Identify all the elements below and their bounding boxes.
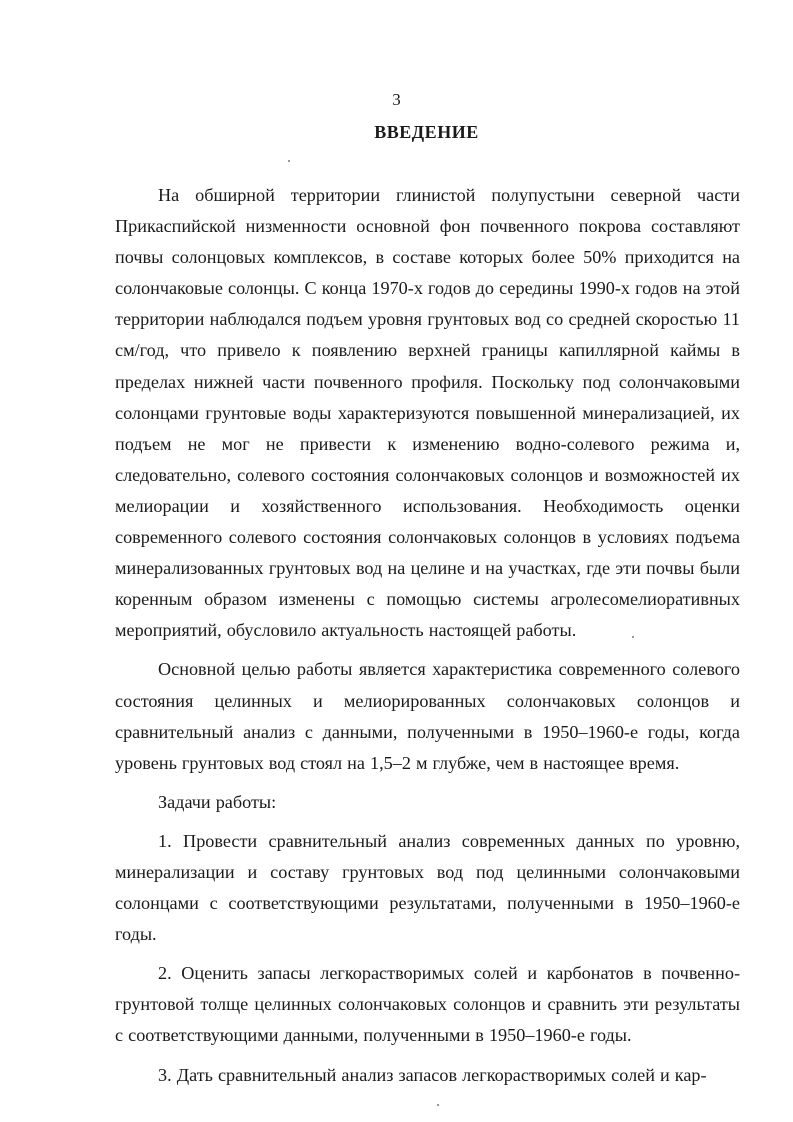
section-heading: ВВЕДЕНИЕ [374, 122, 479, 142]
paragraph-intro: На обширной территории глинистой полупустыни северной части Прикаспийской низменности основной фон почвенного покрова составляют почвы солонцовых комплексов, в составе которых более 50% приходится на солончаковые солонцы. С конца 1970-х годов до середины 1990-х годов на этой территории наблюдался подъем уровня грунтовых вод со средней скоростью 11 см/год, что привело к появлению верхней границы капиллярной каймы в пределах нижней части почвенного профиля. Поскольку под солончаковыми солонцами грунтовые воды характеризуются повышенной минерализацией, их подъем не мог не привести к изменению водно-солевого режима и, следовательно, солевого состояния солончаковых солонцов и возможностей их мелиорации и хозяйственного использования. Необходимость оценки современного солевого состояния солончаковых солонцов в условиях подъема минерализованных грунтовых вод на целине и на участках, где эти почвы были коренным образом изменены с помощью системы агролесомелиоративных мероприятий, обусловило актуальность настоящей работы. [115, 185, 740, 641]
paragraph-task-3: 3. Дать сравнительный анализ запасов легкорастворимых солей и кар- [158, 1064, 707, 1085]
paragraph-tasks-heading: Задачи работы: [158, 791, 277, 812]
paragraph-goal: Основной целью работы является характеристика современного солевого состояния целинных и мелиорированных солончаковых солонцов и сравнительный анализ с данными, полученными в 1950–1960-е годы, когда уровень грунтовых вод стоял на 1,5–2 м глубже, чем в настоящее время. [115, 659, 740, 773]
paragraph-task-1: 1. Провести сравнительный анализ современных данных по уровню, минерализации и составу грунтовых вод под целинными солончаковыми солонцами с соответствующими результатами, полученными в 1950–1960-е годы. [115, 830, 740, 945]
scan-speck [437, 1104, 439, 1106]
scan-speck [632, 636, 634, 638]
page-number: 3 [392, 90, 401, 109]
body-text [115, 180, 740, 1091]
paragraph-task-2: 2. Оценить запасы легкорастворимых солей и карбонатов в почвенно-грунтовой толще целинных солончаковых солонцов и сравнить эти результаты с соответствующими данными, полученными в 1950–1960-е годы. [115, 963, 740, 1046]
scan-speck [288, 160, 290, 162]
